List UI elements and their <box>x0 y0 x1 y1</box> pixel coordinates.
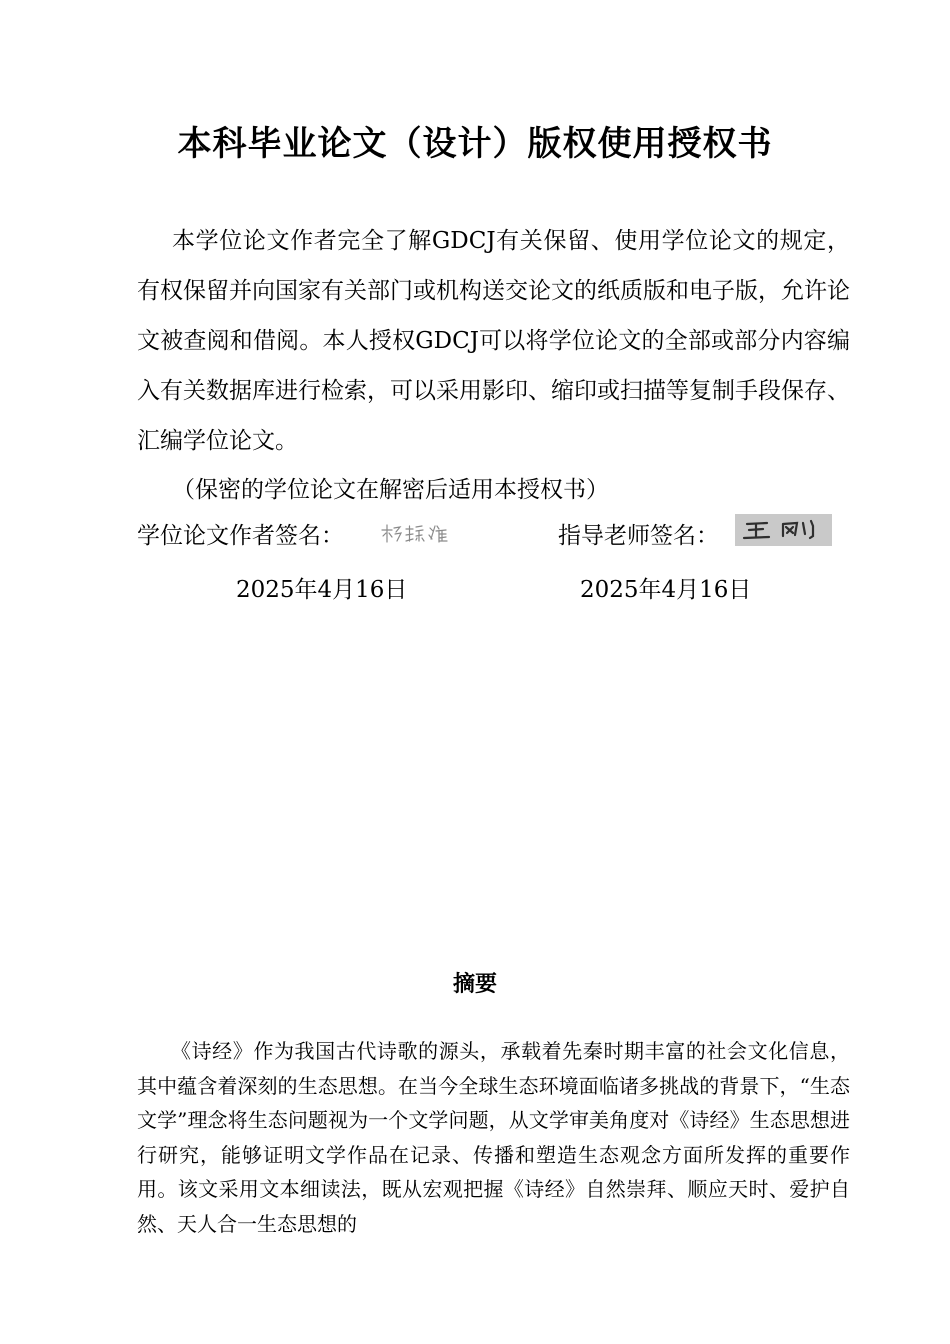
advisor-date: 2025年4月16日 <box>580 577 752 603</box>
advisor-signature-image <box>735 514 832 546</box>
authorization-paragraph: 本学位论文作者完全了解GDCJ有关保留、使用学位论文的规定，有权保留并向国家有关部门或机构送交论文的纸质版和电子版，允许论文被查阅和借阅。本人授权GDCJ可以将学位论文的全部或部分内容编入有关数据库进行检索，可以采用影印、缩印或扫描等复制手段保存、汇编学位论文。 <box>137 228 850 454</box>
author-signature-label: 学位论文作者签名： <box>137 523 344 549</box>
page-title: 本科毕业论文（设计）版权使用授权书 <box>177 124 773 164</box>
abstract-paragraph: 《诗经》作为我国古代诗歌的源头，承载着先秦时期丰富的社会文化信息，其中蕴含着深刻的生态思想。在当今全球生态环境面临诸多挑战的背景下，“生态文学”理念将生态问题视为一个文学问题，从文学审美角度对《诗经》生态思想进行研究，能够证明文学作品在记录、传播和塑造生态观念方面所发挥的重要作用。该文采用文本细读法，既从宏观把握《诗经》自然崇拜、顺应天时、爱护自然、天人合一生态思想的 <box>137 1039 850 1236</box>
author-signature-image <box>380 522 450 546</box>
advisor-signature-label: 指导老师签名： <box>558 523 719 549</box>
abstract-heading: 摘要 <box>452 972 497 997</box>
author-date: 2025年4月16日 <box>236 577 408 603</box>
confidentiality-note: （保密的学位论文在解密后适用本授权书） <box>172 477 609 503</box>
